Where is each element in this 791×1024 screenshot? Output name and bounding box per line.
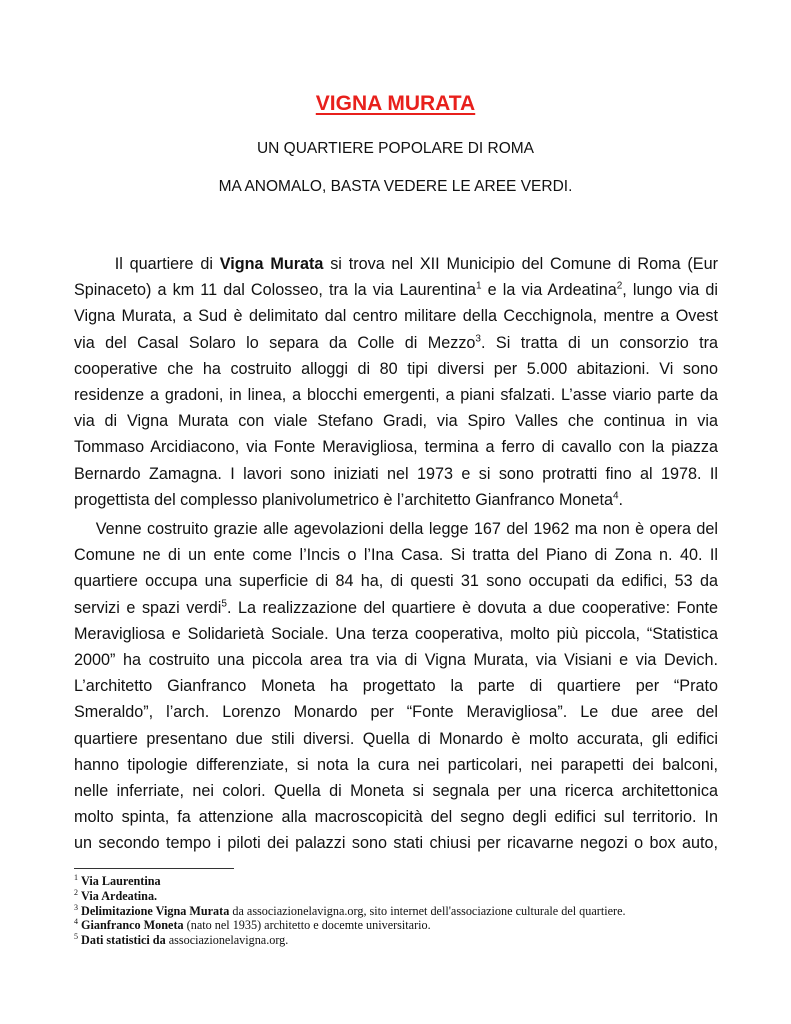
paragraph-line: 2000” ha costruito una piccola area tra via di Vigna Murata, via Visiani e via Devich. <box>74 651 718 670</box>
paragraph-line <box>74 595 718 621</box>
bold-text: Vigna Murata <box>219 255 324 273</box>
footnotes <box>74 874 724 948</box>
footnote-ref[interactable]: 4 <box>612 490 619 502</box>
paragraph-line: quartiere occupa una superficie di 84 ha, di questi 31 sono occupati da edifici, 53 da <box>74 572 718 591</box>
footnote-separator <box>74 868 234 869</box>
text: e la via Ardeatina <box>481 281 617 300</box>
footnote-bold: Delimitazione Vigna Murata <box>81 903 230 918</box>
text: , lungo via di <box>622 281 719 300</box>
subtitle-2: MA ANOMALO, BASTA VEDERE LE AREE VERDI. <box>218 178 573 195</box>
paragraph-line: via di Vigna Murata con viale Stefano Gradi, via Spiro Valles che continua in via <box>74 412 718 431</box>
document-title: VIGNA MURATA <box>315 92 476 115</box>
paragraph-line: residenze a gradoni, in linea, a blocchi emergenti, a piani sfalzati. L’asse viario parte da <box>74 386 718 405</box>
footnote-ref[interactable]: 5 <box>221 598 227 610</box>
footnote-text: associazionelavigna.org. <box>165 933 289 948</box>
paragraph-line: Bernardo Zamagna. I lavori sono iniziati nel 1973 e si sono protratti fino al 1978. Il <box>74 464 718 483</box>
paragraph-line: Meravigliosa e Solidarietà Sociale. Una terza cooperativa, molto più piccola, “Statistica <box>74 624 718 643</box>
text: progettista del complesso planivolumetrico è l’architetto Gianfranco Moneta <box>74 490 613 509</box>
footnote <box>74 918 724 933</box>
footnote-number: 3 <box>74 902 78 912</box>
text: Venne costruito grazie alle agevolazioni della legge 167 del 1962 ma non è opera del <box>95 520 718 538</box>
paragraph-line <box>74 487 718 513</box>
footnote-ref[interactable]: 2 <box>616 280 623 292</box>
text: Il quartiere di <box>114 255 220 273</box>
footnote <box>74 889 724 904</box>
paragraph-2 <box>74 516 718 857</box>
footnote-bold: Via Laurentina <box>81 874 161 888</box>
paragraph-line: Tommaso Arcidiacono, via Fonte Meravigliosa, termina a ferro di cavallo con la piazza <box>74 438 718 457</box>
text: . La realizzazione del quartiere è dovuta a due cooperative: Fonte <box>226 598 718 617</box>
paragraph-line: L’architetto Gianfranco Moneta ha progettato la parte di quartiere per “Prato <box>74 677 718 696</box>
paragraph-line <box>74 277 718 303</box>
footnote-text: (nato nel 1935) architetto e docemte universitario. <box>183 918 431 933</box>
footnote-bold: Gianfranco Moneta <box>81 918 184 933</box>
footnote-text: da associazionelavigna.org, sito internet dell'associazione culturale del quartiere. <box>229 903 626 918</box>
footnote-bold: Via Ardeatina. <box>81 888 158 903</box>
paragraph-line: Vigna Murata, a Sud è delimitato dal centro militare della Cecchignola, mentre a Ovest <box>74 307 718 326</box>
text: . <box>618 490 624 509</box>
paragraph-line <box>74 516 718 542</box>
footnote-ref[interactable]: 1 <box>476 280 482 292</box>
paragraph-line: hanno tipologie differenziate, si nota la cura nei particolari, nei parapetti dei balconi, <box>74 755 718 774</box>
text: si trova nel XII Municipio del Comune di Roma (Eur <box>323 255 718 273</box>
footnote-number: 1 <box>74 872 78 882</box>
paragraph-1 <box>74 251 718 513</box>
footnote <box>74 933 724 948</box>
footnote-bold: Dati statistici da <box>81 933 166 948</box>
paragraph-line <box>74 330 718 356</box>
footnote <box>74 904 724 919</box>
paragraph-line: Comune ne di un ente come l’Incis o l’Ina Casa. Si tratta del Piano di Zona n. 40. Il <box>74 546 718 565</box>
text: via del Casal Solaro lo separa da Colle di Mezzo <box>74 333 476 352</box>
paragraph-line: nelle inferriate, nei colori. Quella di Moneta si segnala per una ricerca architettonica <box>74 782 718 801</box>
text: servizi e spazi verdi <box>74 598 222 617</box>
footnote <box>74 874 724 889</box>
paragraph-line: Smeraldo”, l’arch. Lorenzo Monardo per “Fonte Meravigliosa”. Le due aree del <box>74 703 718 722</box>
paragraph-line: molto spinta, fa attenzione alla macroscopicità del segno degli edifici sul territorio. In <box>74 808 718 827</box>
footnote-ref[interactable]: 3 <box>475 333 481 345</box>
subtitle-1: UN QUARTIERE POPOLARE DI ROMA <box>256 140 535 157</box>
paragraph-line <box>74 251 718 277</box>
text: Spinaceto) a km 11 dal Colosseo, tra la via Laurentina <box>74 281 477 300</box>
paragraph-line: quartiere presentano due stili diversi. Quella di Monardo è molto accurata, gli edifici <box>74 729 718 748</box>
footnote-number: 4 <box>74 917 78 927</box>
paragraph-line: cooperative che ha costruito alloggi di 80 tipi diversi per 5.000 abitazioni. Vi sono <box>74 359 718 378</box>
paragraph-line: un secondo tempo i piloti dei palazzi sono stati chiusi per ricavarne negozi o box auto, <box>74 834 718 853</box>
footnote-number: 5 <box>74 932 78 942</box>
footnote-number: 2 <box>74 887 78 897</box>
text: . Si tratta di un consorzio tra <box>480 333 718 352</box>
